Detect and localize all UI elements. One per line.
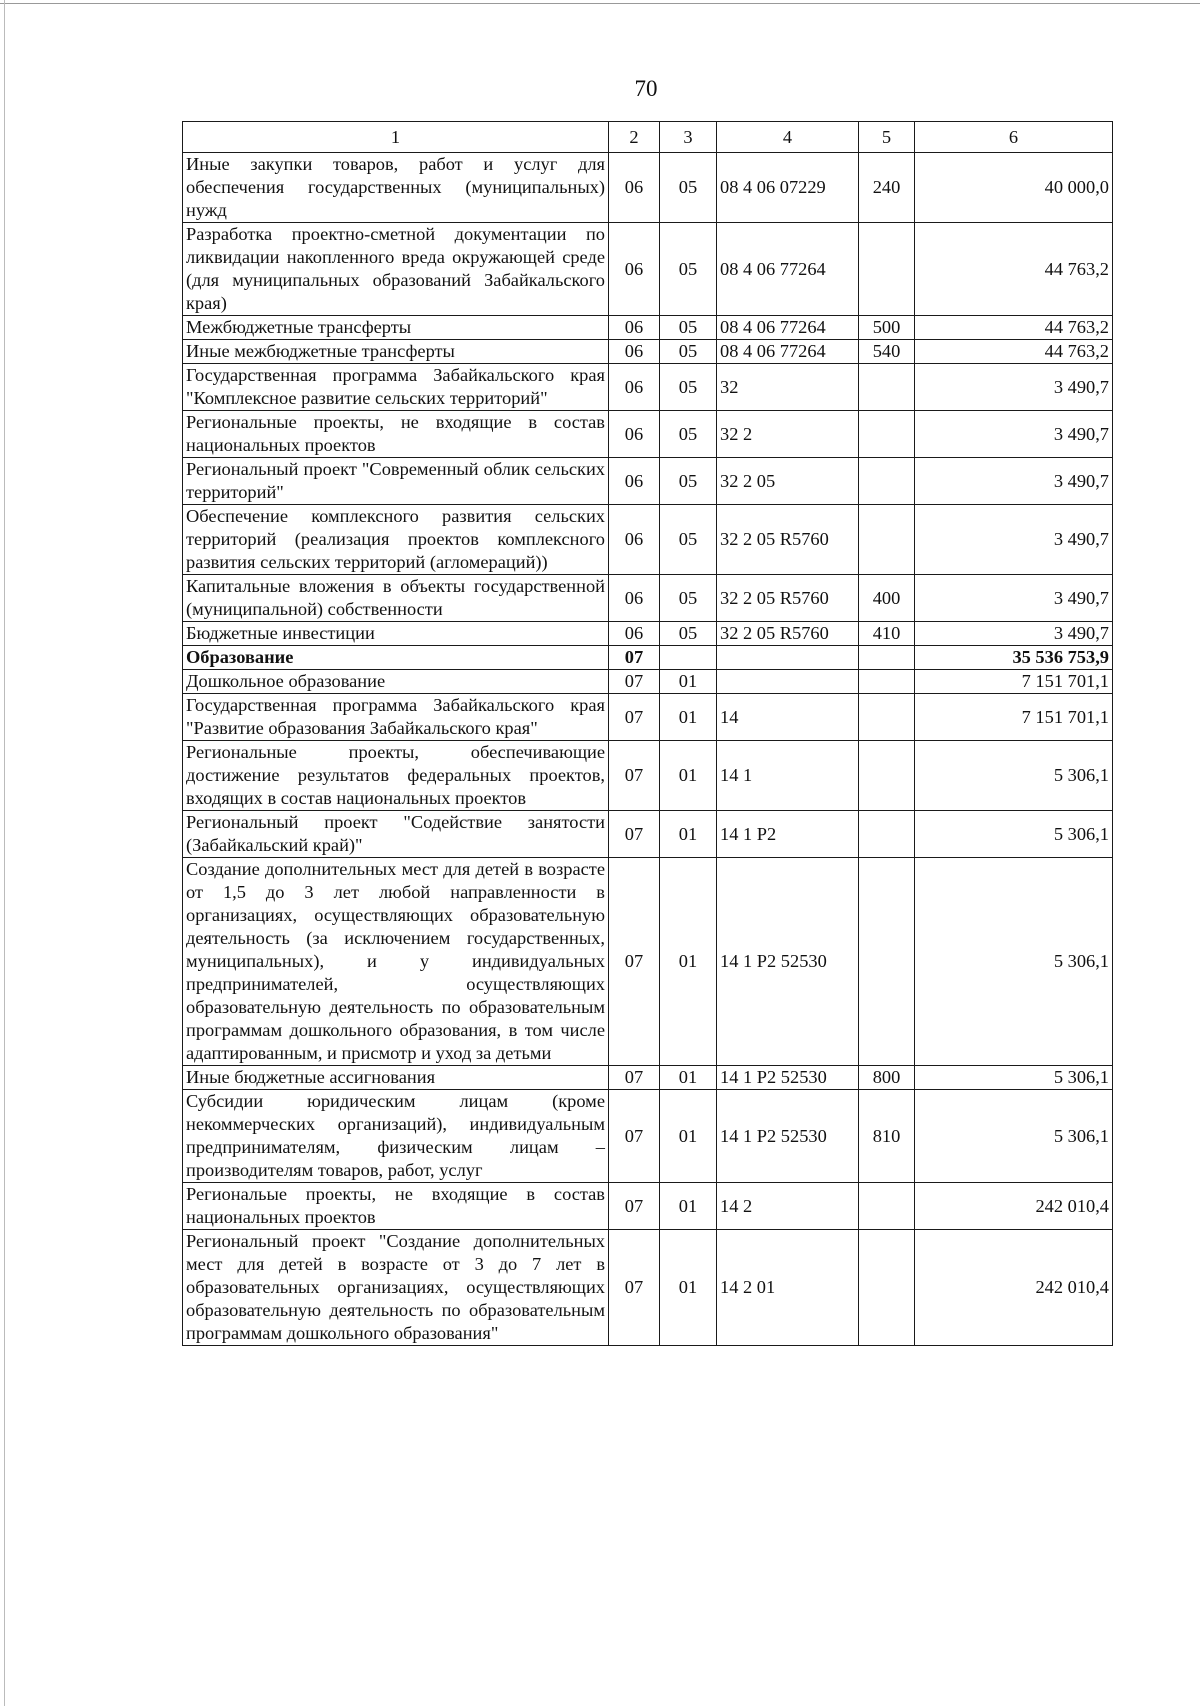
- row-name: Дошкольное образование: [183, 670, 609, 694]
- row-subsection: 01: [660, 1183, 717, 1230]
- row-subsection: 01: [660, 694, 717, 741]
- row-expense-type: [859, 411, 915, 458]
- row-section: 06: [609, 340, 660, 364]
- row-name: Субсидии юридическим лицам (кроме некоммерческих организаций), индивидуальным предпринимателям, физическим лицам – производителям товаров, работ, услуг: [183, 1090, 609, 1183]
- row-expense-type: [859, 858, 915, 1066]
- row-target-article: 32: [717, 364, 859, 411]
- table-row: [183, 694, 1113, 741]
- row-target-article: 08 4 06 77264: [717, 316, 859, 340]
- row-target-article: 14 1: [717, 741, 859, 811]
- row-target-article: 32 2 05 R5760: [717, 622, 859, 646]
- row-section: 07: [609, 1183, 660, 1230]
- header-col-3: 3: [660, 122, 717, 153]
- row-amount: 44 763,2: [915, 316, 1113, 340]
- row-section: 07: [609, 1090, 660, 1183]
- row-subsection: 05: [660, 364, 717, 411]
- row-amount: 35 536 753,9: [915, 646, 1113, 670]
- row-amount: 44 763,2: [915, 340, 1113, 364]
- budget-table: [182, 121, 1113, 1346]
- row-name: Бюджетные инвестиции: [183, 622, 609, 646]
- row-subsection: 01: [660, 858, 717, 1066]
- table-row: [183, 153, 1113, 223]
- row-name: Капитальные вложения в объекты государственной (муниципальной) собственности: [183, 575, 609, 622]
- table-row: [183, 1230, 1113, 1346]
- row-subsection: 01: [660, 1090, 717, 1183]
- row-name: Межбюджетные трансферты: [183, 316, 609, 340]
- row-section: 06: [609, 505, 660, 575]
- row-subsection: [660, 646, 717, 670]
- row-subsection: 01: [660, 811, 717, 858]
- row-expense-type: [859, 364, 915, 411]
- row-section: 06: [609, 622, 660, 646]
- row-name: Образование: [183, 646, 609, 670]
- page-number: 70: [634, 76, 658, 101]
- row-name: Региональный проект "Создание дополнительных мест для детей в возрасте от 3 до 7 лет в образовательных организациях, осуществляющих образовательную деятельность по образовательным программам дошкольного образования": [183, 1230, 609, 1346]
- row-expense-type: 810: [859, 1090, 915, 1183]
- row-subsection: 01: [660, 1066, 717, 1090]
- row-expense-type: [859, 646, 915, 670]
- row-target-article: [717, 670, 859, 694]
- row-expense-type: [859, 670, 915, 694]
- table-row: [183, 741, 1113, 811]
- row-target-article: 08 4 06 77264: [717, 223, 859, 316]
- row-subsection: 05: [660, 340, 717, 364]
- row-amount: 5 306,1: [915, 811, 1113, 858]
- row-target-article: 14 2 01: [717, 1230, 859, 1346]
- table-row: [183, 622, 1113, 646]
- row-target-article: 14 2: [717, 1183, 859, 1230]
- row-target-article: 08 4 06 07229: [717, 153, 859, 223]
- row-section: 07: [609, 646, 660, 670]
- row-section: 07: [609, 811, 660, 858]
- row-section: 07: [609, 694, 660, 741]
- row-section: 07: [609, 670, 660, 694]
- header-col-2: 2: [609, 122, 660, 153]
- row-name: Региональные проекты, обеспечивающие достижение результатов федеральных проектов, входящих в состав национальных проектов: [183, 741, 609, 811]
- row-section: 06: [609, 153, 660, 223]
- row-expense-type: 800: [859, 1066, 915, 1090]
- row-amount: 3 490,7: [915, 458, 1113, 505]
- row-subsection: 05: [660, 622, 717, 646]
- table-row: [183, 1090, 1113, 1183]
- row-target-article: 14 1 P2 52530: [717, 1090, 859, 1183]
- row-section: 07: [609, 1066, 660, 1090]
- row-expense-type: [859, 505, 915, 575]
- row-name: Иные закупки товаров, работ и услуг для обеспечения государственных (муниципальных) нужд: [183, 153, 609, 223]
- row-subsection: 01: [660, 1230, 717, 1346]
- row-expense-type: 410: [859, 622, 915, 646]
- row-section: 07: [609, 858, 660, 1066]
- table-row: [183, 858, 1113, 1066]
- row-name: Иные межбюджетные трансферты: [183, 340, 609, 364]
- row-subsection: 05: [660, 316, 717, 340]
- row-name: Государственная программа Забайкальского края "Развитие образования Забайкальского края": [183, 694, 609, 741]
- row-name: Государственная программа Забайкальского края "Комплексное развитие сельских территорий": [183, 364, 609, 411]
- row-name: Региональный проект "Современный облик сельских территорий": [183, 458, 609, 505]
- row-target-article: 14 1 P2 52530: [717, 1066, 859, 1090]
- row-section: 07: [609, 741, 660, 811]
- row-subsection: 05: [660, 575, 717, 622]
- table-header-row: [183, 122, 1113, 153]
- scan-top-edge: [0, 3, 1200, 4]
- row-target-article: 08 4 06 77264: [717, 340, 859, 364]
- row-amount: 242 010,4: [915, 1183, 1113, 1230]
- row-subsection: 05: [660, 223, 717, 316]
- row-expense-type: [859, 1230, 915, 1346]
- row-name: Обеспечение комплексного развития сельских территорий (реализация проектов комплексного развития сельских территорий (агломераций)): [183, 505, 609, 575]
- row-expense-type: 400: [859, 575, 915, 622]
- table-row: [183, 340, 1113, 364]
- row-amount: 3 490,7: [915, 364, 1113, 411]
- table-row: [183, 646, 1113, 670]
- row-amount: 5 306,1: [915, 858, 1113, 1066]
- row-expense-type: [859, 811, 915, 858]
- row-subsection: 01: [660, 670, 717, 694]
- row-section: 07: [609, 1230, 660, 1346]
- table-row: [183, 1183, 1113, 1230]
- row-subsection: 05: [660, 458, 717, 505]
- row-amount: 7 151 701,1: [915, 694, 1113, 741]
- row-name: Создание дополнительных мест для детей в возрасте от 1,5 до 3 лет любой направленности в организациях, осуществляющих образовательную деятельность (за исключением государственных, муниципальных), и у индивидуальных предпринимателей, осуществляющих образовательную деятельность по образовательным программам дошкольного образования, в том числе адаптированным, и присмотр и уход за детьми: [183, 858, 609, 1066]
- row-expense-type: 500: [859, 316, 915, 340]
- row-name: Разработка проектно-сметной документации по ликвидации накопленного вреда окружающей среде (для муниципальных образований Забайкальского края): [183, 223, 609, 316]
- scan-left-edge: [4, 0, 5, 1706]
- row-amount: 40 000,0: [915, 153, 1113, 223]
- row-amount: 5 306,1: [915, 741, 1113, 811]
- row-amount: 3 490,7: [915, 411, 1113, 458]
- row-expense-type: 240: [859, 153, 915, 223]
- table-row: [183, 1066, 1113, 1090]
- row-subsection: 05: [660, 153, 717, 223]
- header-col-5: 5: [859, 122, 915, 153]
- row-expense-type: [859, 223, 915, 316]
- row-amount: 7 151 701,1: [915, 670, 1113, 694]
- row-amount: 44 763,2: [915, 223, 1113, 316]
- row-expense-type: [859, 694, 915, 741]
- row-target-article: [717, 646, 859, 670]
- row-amount: 5 306,1: [915, 1066, 1113, 1090]
- row-name: Региональный проект "Содействие занятости (Забайкальский край)": [183, 811, 609, 858]
- row-amount: 5 306,1: [915, 1090, 1113, 1183]
- row-section: 06: [609, 411, 660, 458]
- row-target-article: 14 1 P2: [717, 811, 859, 858]
- table-row: [183, 670, 1113, 694]
- row-name: Региональые проекты, не входящие в состав национальных проектов: [183, 1183, 609, 1230]
- row-target-article: 32 2: [717, 411, 859, 458]
- row-expense-type: 540: [859, 340, 915, 364]
- row-amount: 242 010,4: [915, 1230, 1113, 1346]
- table-row: [183, 364, 1113, 411]
- row-expense-type: [859, 1183, 915, 1230]
- row-section: 06: [609, 458, 660, 505]
- row-target-article: 32 2 05: [717, 458, 859, 505]
- table-row: [183, 458, 1113, 505]
- row-amount: 3 490,7: [915, 505, 1113, 575]
- table-row: [183, 316, 1113, 340]
- table-row: [183, 223, 1113, 316]
- table-row: [183, 575, 1113, 622]
- row-section: 06: [609, 223, 660, 316]
- table-row: [183, 505, 1113, 575]
- header-col-1: 1: [183, 122, 609, 153]
- row-name: Иные бюджетные ассигнования: [183, 1066, 609, 1090]
- table-row: [183, 811, 1113, 858]
- table-row: [183, 411, 1113, 458]
- header-col-6: 6: [915, 122, 1113, 153]
- row-subsection: 05: [660, 505, 717, 575]
- row-amount: 3 490,7: [915, 622, 1113, 646]
- row-target-article: 14 1 P2 52530: [717, 858, 859, 1066]
- row-amount: 3 490,7: [915, 575, 1113, 622]
- row-section: 06: [609, 364, 660, 411]
- row-expense-type: [859, 741, 915, 811]
- row-expense-type: [859, 458, 915, 505]
- row-section: 06: [609, 575, 660, 622]
- row-target-article: 32 2 05 R5760: [717, 575, 859, 622]
- row-target-article: 32 2 05 R5760: [717, 505, 859, 575]
- row-target-article: 14: [717, 694, 859, 741]
- row-name: Региональные проекты, не входящие в состав национальных проектов: [183, 411, 609, 458]
- row-subsection: 05: [660, 411, 717, 458]
- row-section: 06: [609, 316, 660, 340]
- row-subsection: 01: [660, 741, 717, 811]
- header-col-4: 4: [717, 122, 859, 153]
